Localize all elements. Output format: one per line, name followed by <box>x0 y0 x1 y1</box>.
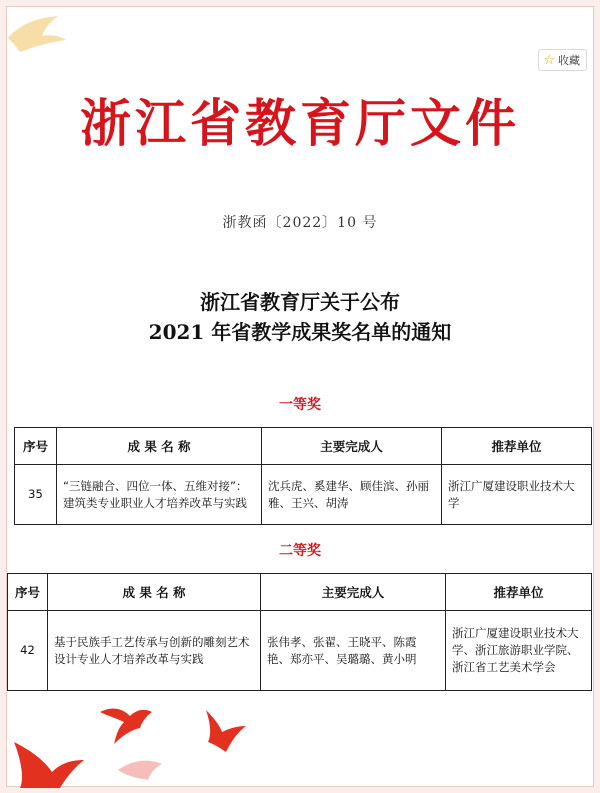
first-prize-table <box>14 427 592 525</box>
column-header-unit: 推荐单位 <box>446 574 592 611</box>
column-header-people: 主要完成人 <box>262 428 442 465</box>
star-icon: ☆ <box>543 52 555 68</box>
table-row <box>8 611 592 691</box>
notice-title-line2: 2021 年省教学成果奖名单的通知 <box>148 320 452 344</box>
favorite-label: 收藏 <box>558 54 580 67</box>
second-prize-table <box>7 573 592 691</box>
favorite-button[interactable] <box>538 49 587 71</box>
column-header-unit: 推荐单位 <box>442 428 592 465</box>
row-unit: 浙江广厦建设职业技术大学 <box>442 465 592 525</box>
column-header-people: 主要完成人 <box>261 574 446 611</box>
document-number: 浙教函〔2022〕10 号 <box>222 215 378 231</box>
column-header-name: 成 果 名 称 <box>57 428 262 465</box>
notice-title-line1: 浙江省教育厅关于公布 <box>200 290 400 314</box>
table-row <box>15 465 592 525</box>
column-header-seq: 序号 <box>15 428 57 465</box>
document-header-title: 浙江省教育厅文件 <box>79 94 520 154</box>
table-header-row <box>8 574 592 611</box>
document-page <box>6 6 594 787</box>
row-name: “三链融合、四位一体、五维对接”：建筑类专业职业人才培养改革与实践 <box>57 465 262 525</box>
second-prize-title: 二等奖 <box>279 543 321 559</box>
table-header-row <box>15 428 592 465</box>
row-people: 沈兵虎、奚建华、顾佳滨、孙丽雅、王兴、胡涛 <box>262 465 442 525</box>
notice-title <box>7 287 593 347</box>
row-seq: 42 <box>8 611 48 691</box>
row-people: 张伟孝、张翟、王晓平、陈霞艳、郑亦平、吴璐璐、黄小明 <box>261 611 446 691</box>
row-seq: 35 <box>15 465 57 525</box>
row-unit: 浙江广厦建设职业技术大学、浙江旅游职业学院、浙江省工艺美术学会 <box>446 611 592 691</box>
first-prize-title: 一等奖 <box>279 397 321 413</box>
row-name: 基于民族手工艺传承与创新的雕刻艺术设计专业人才培养改革与实践 <box>48 611 261 691</box>
column-header-seq: 序号 <box>8 574 48 611</box>
column-header-name: 成 果 名 称 <box>48 574 261 611</box>
